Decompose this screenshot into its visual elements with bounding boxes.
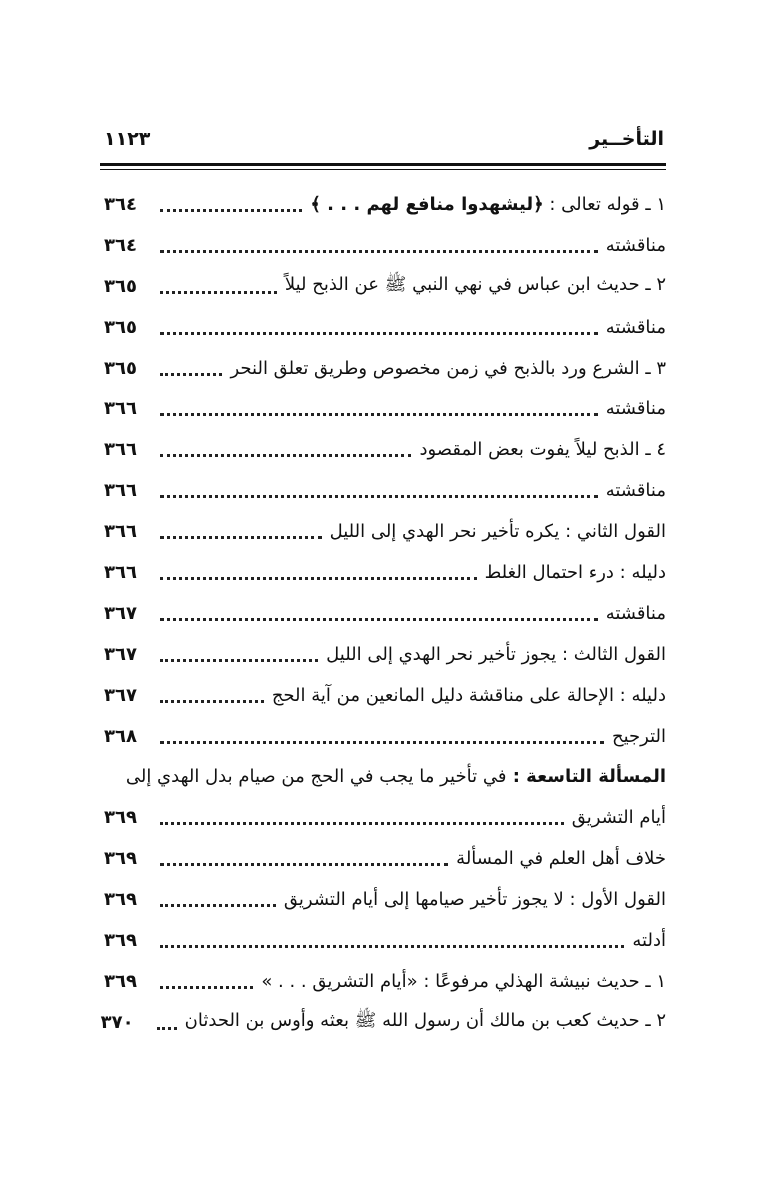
toc-entry-text: خلاف أهل العلم في المسألة [456, 848, 666, 870]
toc-entry [104, 675, 666, 716]
running-head [104, 128, 664, 160]
toc-entry [100, 1002, 666, 1043]
dot-leader [160, 725, 604, 744]
toc-entry-title [606, 480, 666, 501]
toc-entry [104, 429, 666, 470]
toc-entry-title [606, 317, 666, 338]
toc-entry-title [185, 1009, 666, 1035]
toc-entry [104, 961, 666, 1002]
toc-entry [104, 470, 666, 511]
toc-entry-page: ٣٦٩ [104, 848, 137, 870]
toc-entry-text: ٤ ـ الذبح ليلاً يفوت بعض المقصود [419, 439, 666, 461]
dot-leader [160, 888, 276, 907]
toc-entry-title [632, 930, 666, 951]
dot-leader [160, 806, 564, 825]
toc-entry-text: دليله : درء احتمال الغلط [484, 561, 666, 583]
toc-entry-text: في تأخير ما يجب في الحج من صيام بدل الهدي إلى [125, 766, 507, 788]
toc-entry-page: ٣٦٩ [104, 970, 137, 992]
toc-entry-emphasis: ﴿ليشهدوا منافع لهم . . . ﴾ [310, 193, 544, 215]
toc-entry [104, 634, 666, 675]
toc-entry-text: القول الأول : لا يجوز تأخير صيامها إلى أيام التشريق [283, 889, 666, 911]
toc-entry-title [310, 194, 666, 215]
dot-leader [160, 234, 598, 253]
dot-leader [160, 193, 302, 212]
dot-leader [160, 316, 598, 335]
table-of-contents [100, 184, 666, 1043]
toc-entry-page: ٣٦٥ [104, 316, 137, 338]
toc-entry-title [485, 562, 666, 583]
toc-entry [104, 184, 666, 225]
toc-entry-title [606, 603, 666, 624]
toc-entry [104, 511, 666, 552]
toc-entry-page: ٣٧٠ [100, 1011, 134, 1033]
toc-entry-title [606, 398, 666, 419]
toc-entry-page: ٣٦٩ [104, 889, 137, 911]
toc-entry [104, 797, 666, 838]
toc-entry [104, 266, 666, 307]
toc-entry-text: ١ ـ حديث نبيشة الهذلي مرفوعًا : «أيام التشريق . . . » [261, 970, 666, 992]
header-rule-thin [100, 169, 666, 170]
toc-entry-page: ٣٦٩ [104, 929, 137, 951]
toc-entry-title [285, 273, 666, 299]
toc-entry-text: ٢ ـ حديث كعب بن مالك أن رسول الله ﷺ بعثه وأوس بن الحدثان [184, 1010, 666, 1032]
toc-entry-text: مناقشته [605, 398, 666, 420]
toc-entry-page: ٣٦٩ [104, 807, 137, 829]
toc-entry-page: ٣٦٥ [104, 357, 137, 379]
toc-entry-text: مناقشته [605, 602, 666, 624]
running-title: التأخــير [589, 128, 664, 150]
toc-entry-title [572, 807, 666, 828]
dot-leader [157, 1011, 177, 1030]
toc-entry-page: ٣٦٨ [104, 725, 137, 747]
toc-entry-page: ٣٦٧ [104, 643, 137, 665]
dot-leader [160, 602, 598, 621]
dot-leader [160, 357, 222, 376]
toc-entry-title [261, 971, 666, 992]
toc-entry-title [612, 726, 666, 747]
toc-entry-title [606, 235, 666, 256]
toc-entry-text: ٢ ـ حديث ابن عباس في نهي النبي ﷺ عن الذبح ليلاً [284, 274, 666, 296]
toc-entry-page: ٣٦٦ [104, 480, 137, 502]
dot-leader [160, 479, 598, 498]
dot-leader [160, 643, 318, 662]
toc-entry-text: مناقشته [605, 480, 666, 502]
toc-entry [104, 593, 666, 634]
dot-leader [160, 397, 598, 416]
toc-entry-title [230, 358, 666, 379]
toc-entry-emphasis: المسألة التاسعة : [506, 766, 666, 788]
toc-entry [104, 920, 666, 961]
toc-entry-text: ١ ـ قوله تعالى : [543, 193, 666, 215]
toc-entry [104, 879, 666, 920]
page-number: ١١٢٣ [104, 128, 151, 150]
dot-leader [160, 438, 411, 457]
toc-entry [104, 225, 666, 266]
toc-entry-text: أيام التشريق [571, 807, 666, 829]
toc-entry-text: دليله : الإحالة على مناقشة دليل المانعين من آية الحج [271, 684, 666, 706]
toc-entry-page: ٣٦٦ [104, 398, 137, 420]
toc-entry-text: مناقشته [605, 234, 666, 256]
toc-entry-page: ٣٦٥ [104, 275, 137, 297]
toc-entry-page: ٣٦٦ [104, 439, 137, 461]
dot-leader [160, 520, 322, 539]
header-rule-thick [100, 163, 666, 166]
toc-entry-text: الترجيح [611, 725, 666, 747]
dot-leader [160, 275, 277, 294]
dot-leader [160, 847, 448, 866]
toc-entry-text: ٣ ـ الشرع ورد بالذبح في زمن مخصوص وطريق تعلق النحر [230, 357, 666, 379]
toc-entry-page: ٣٦٦ [104, 561, 137, 583]
toc-entry [104, 838, 666, 879]
toc-entry [104, 388, 666, 429]
toc-entry-title [272, 685, 666, 706]
toc-entry-page: ٣٦٤ [104, 193, 137, 215]
dot-leader [160, 684, 264, 703]
toc-entry-page: ٣٦٧ [104, 602, 137, 624]
toc-entry-page: ٣٦٤ [104, 234, 137, 256]
toc-entry [104, 307, 666, 348]
toc-entry-text: مناقشته [605, 316, 666, 338]
dot-leader [160, 561, 477, 580]
dot-leader [160, 970, 253, 989]
toc-entry-title [326, 644, 666, 665]
toc-entry-page: ٣٦٦ [104, 521, 137, 543]
toc-entry-title [330, 521, 666, 542]
toc-entry-title [419, 439, 666, 460]
dot-leader [160, 929, 624, 948]
toc-entry-page: ٣٦٧ [104, 684, 137, 706]
toc-entry-text: القول الثاني : يكره تأخير نحر الهدي إلى الليل [329, 521, 666, 543]
toc-entry-title [456, 848, 666, 869]
toc-entry-title [284, 889, 666, 910]
toc-entry [104, 756, 666, 797]
toc-entry-title [126, 766, 666, 787]
toc-entry [104, 716, 666, 757]
toc-entry-text: أدلته [632, 929, 666, 951]
toc-entry [104, 348, 666, 389]
toc-entry-text: القول الثالث : يجوز تأخير نحر الهدي إلى الليل [326, 643, 666, 665]
toc-entry [104, 552, 666, 593]
